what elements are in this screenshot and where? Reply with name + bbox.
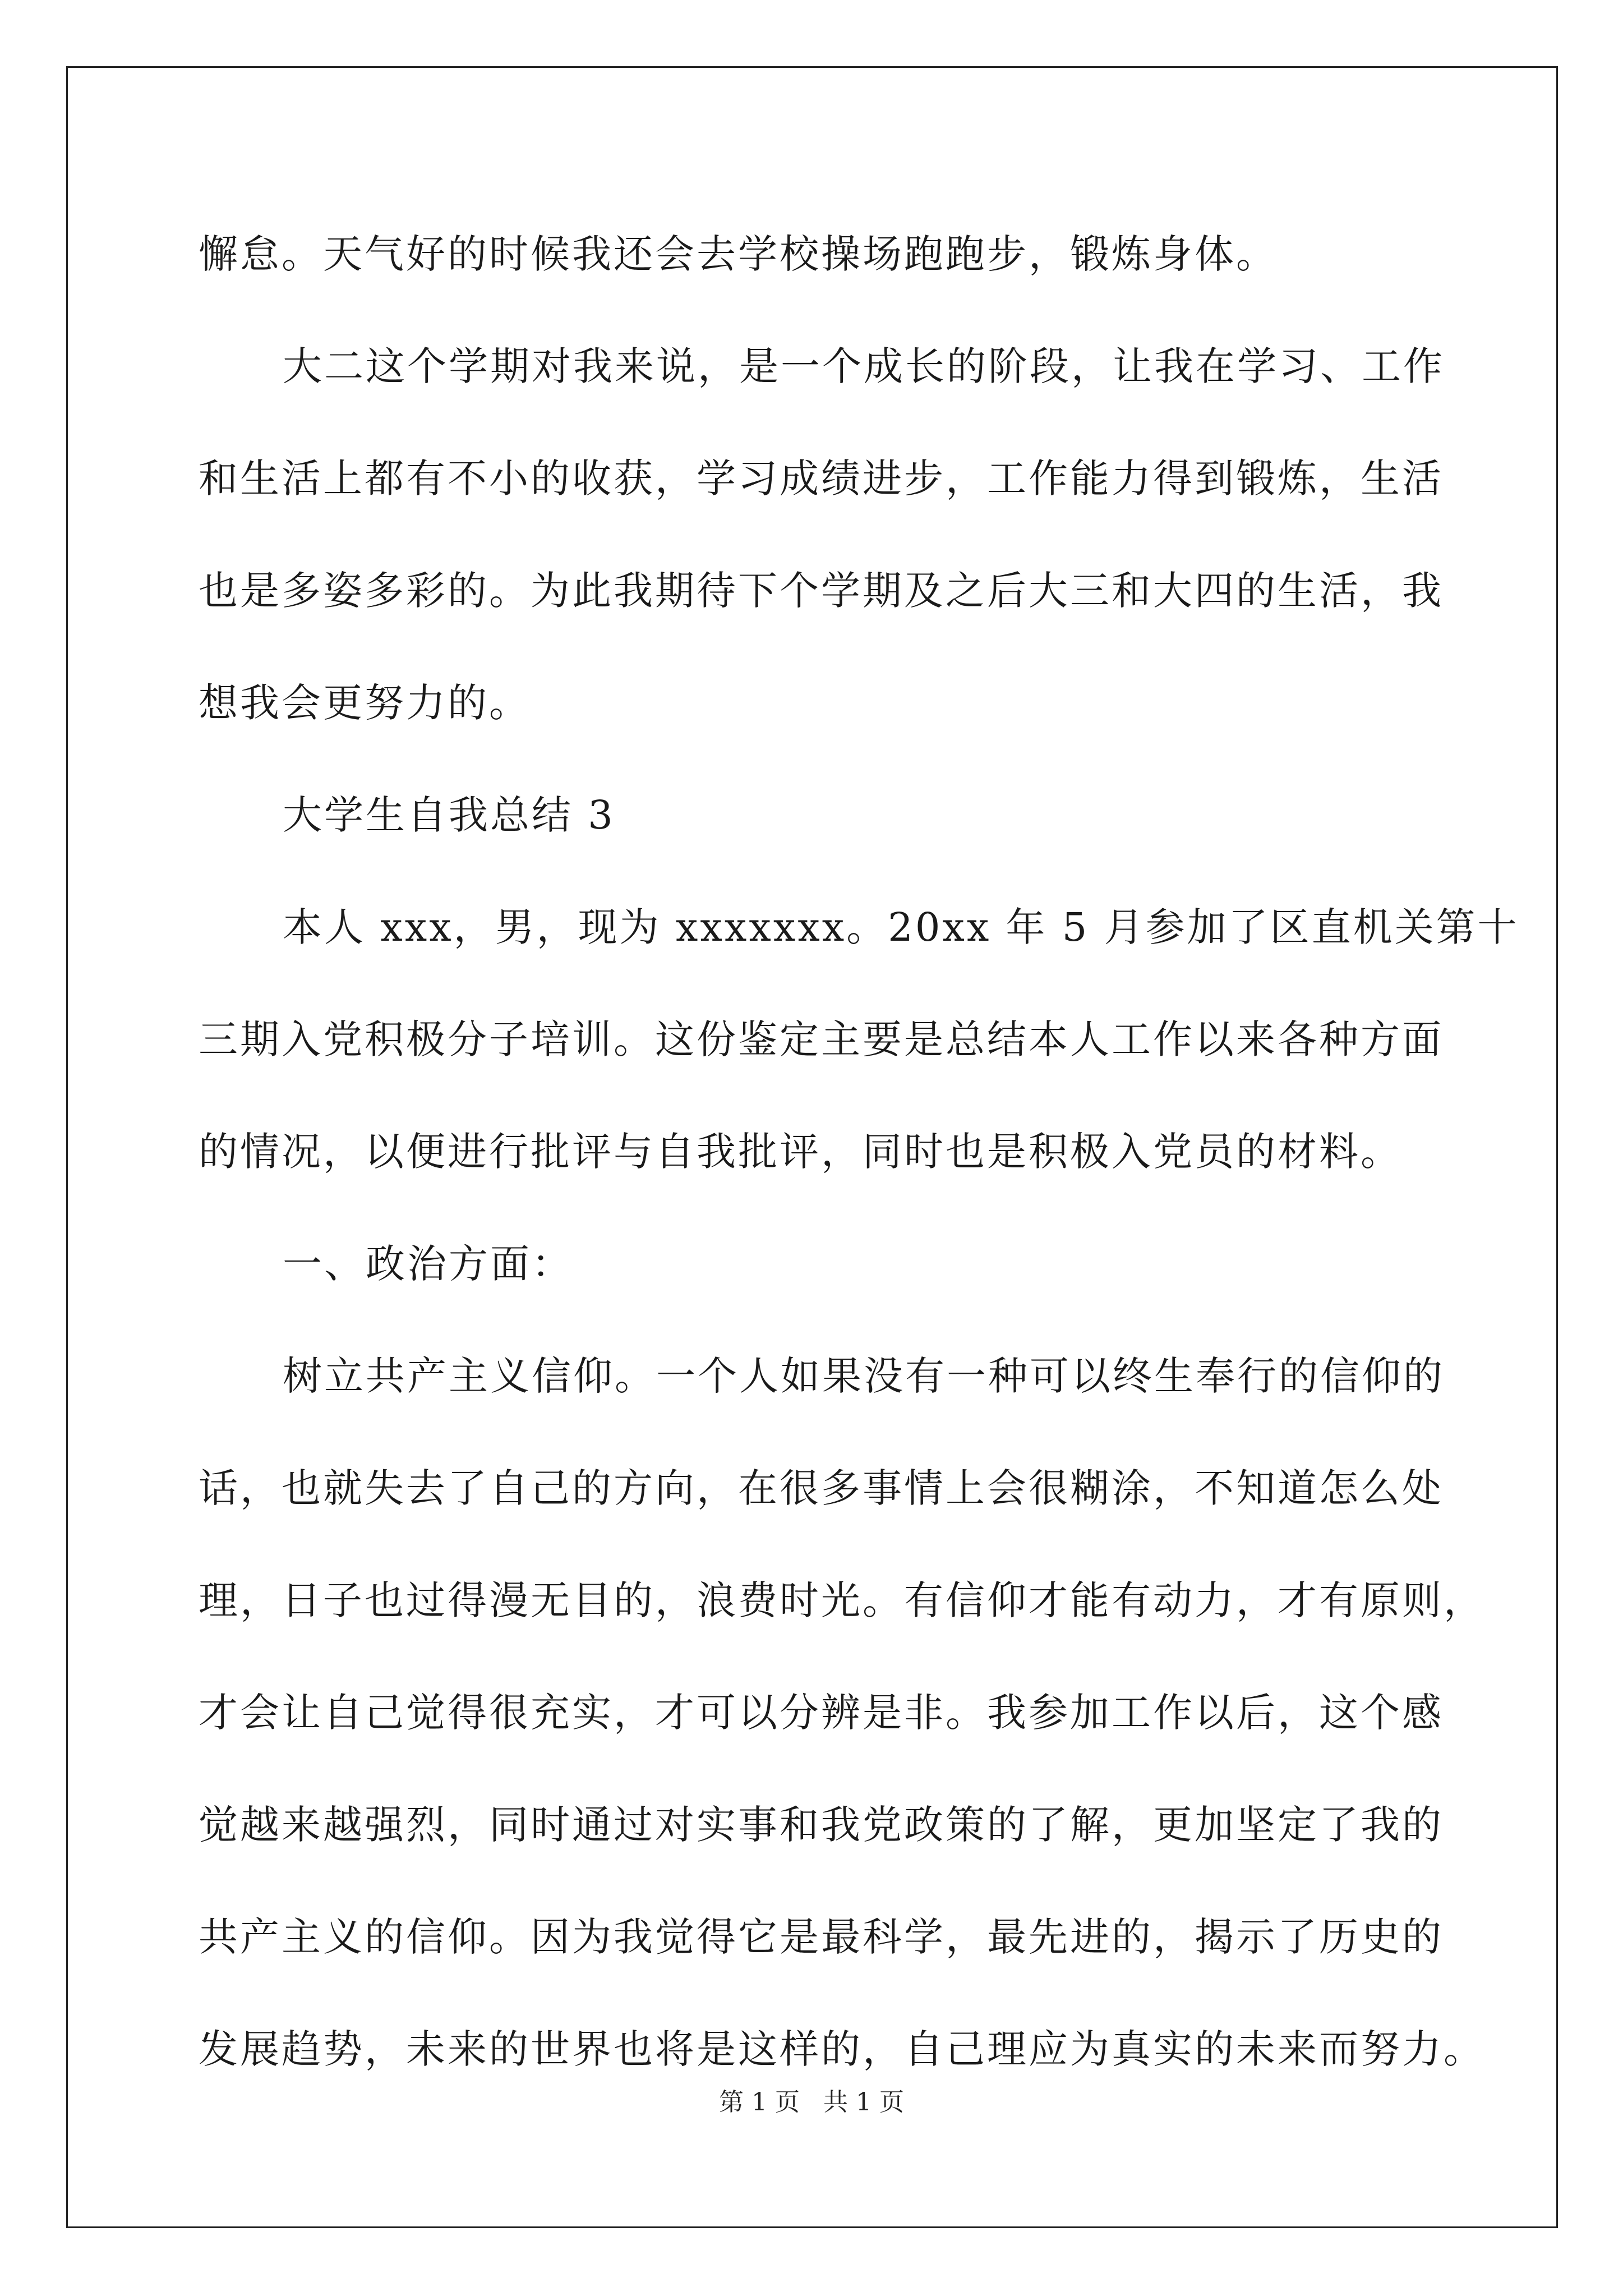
text-line: 想我会更努力的。 xyxy=(199,680,531,726)
text-line: 共产主义的信仰。因为我觉得它是最科学，最先进的，揭示了历史的 xyxy=(199,1914,1444,1960)
text-line: 和生活上都有不小的收获，学习成绩进步，工作能力得到锻炼，生活 xyxy=(199,455,1444,501)
section-heading: 大学生自我总结 3 xyxy=(283,792,615,838)
text-line: 理，日子也过得漫无目的，浪费时光。有信仰才能有动力，才有原则， xyxy=(199,1577,1485,1623)
text-line: 大二这个学期对我来说，是一个成长的阶段，让我在学习、工作 xyxy=(283,343,1445,389)
page-number: 第 1 页 xyxy=(719,2088,800,2116)
subsection-heading: 一、政治方面： xyxy=(283,1241,573,1287)
page-total: 共 1 页 xyxy=(823,2088,904,2116)
page-footer xyxy=(0,2086,1623,2119)
text-line: 发展趋势，未来的世界也将是这样的，自己理应为真实的未来而努力。 xyxy=(199,2026,1485,2072)
text-line: 的情况，以便进行批评与自我批评，同时也是积极入党员的材料。 xyxy=(199,1129,1402,1175)
text-line: 觉越来越强烈，同时通过对实事和我党政策的了解，更加坚定了我的 xyxy=(199,1802,1444,1848)
document-body xyxy=(199,215,1519,2122)
text-line: 话，也就失去了自己的方向，在很多事情上会很糊涂，不知道怎么处 xyxy=(199,1465,1444,1511)
text-line: 懈怠。天气好的时候我还会去学校操场跑跑步，锻炼身体。 xyxy=(199,231,1278,277)
text-line: 也是多姿多彩的。为此我期待下个学期及之后大三和大四的生活，我 xyxy=(199,568,1444,614)
text-line: 才会让自己觉得很充实，才可以分辨是非。我参加工作以后，这个感 xyxy=(199,1690,1444,1736)
text-line: 本人 xxx，男，现为 xxxxxxx。20xx 年 5 月参加了区直机关第十 xyxy=(283,904,1519,950)
text-line: 树立共产主义信仰。一个人如果没有一种可以终生奉行的信仰的 xyxy=(283,1353,1445,1399)
text-line: 三期入党积极分子培训。这份鉴定主要是总结本人工作以来各种方面 xyxy=(199,1016,1444,1062)
